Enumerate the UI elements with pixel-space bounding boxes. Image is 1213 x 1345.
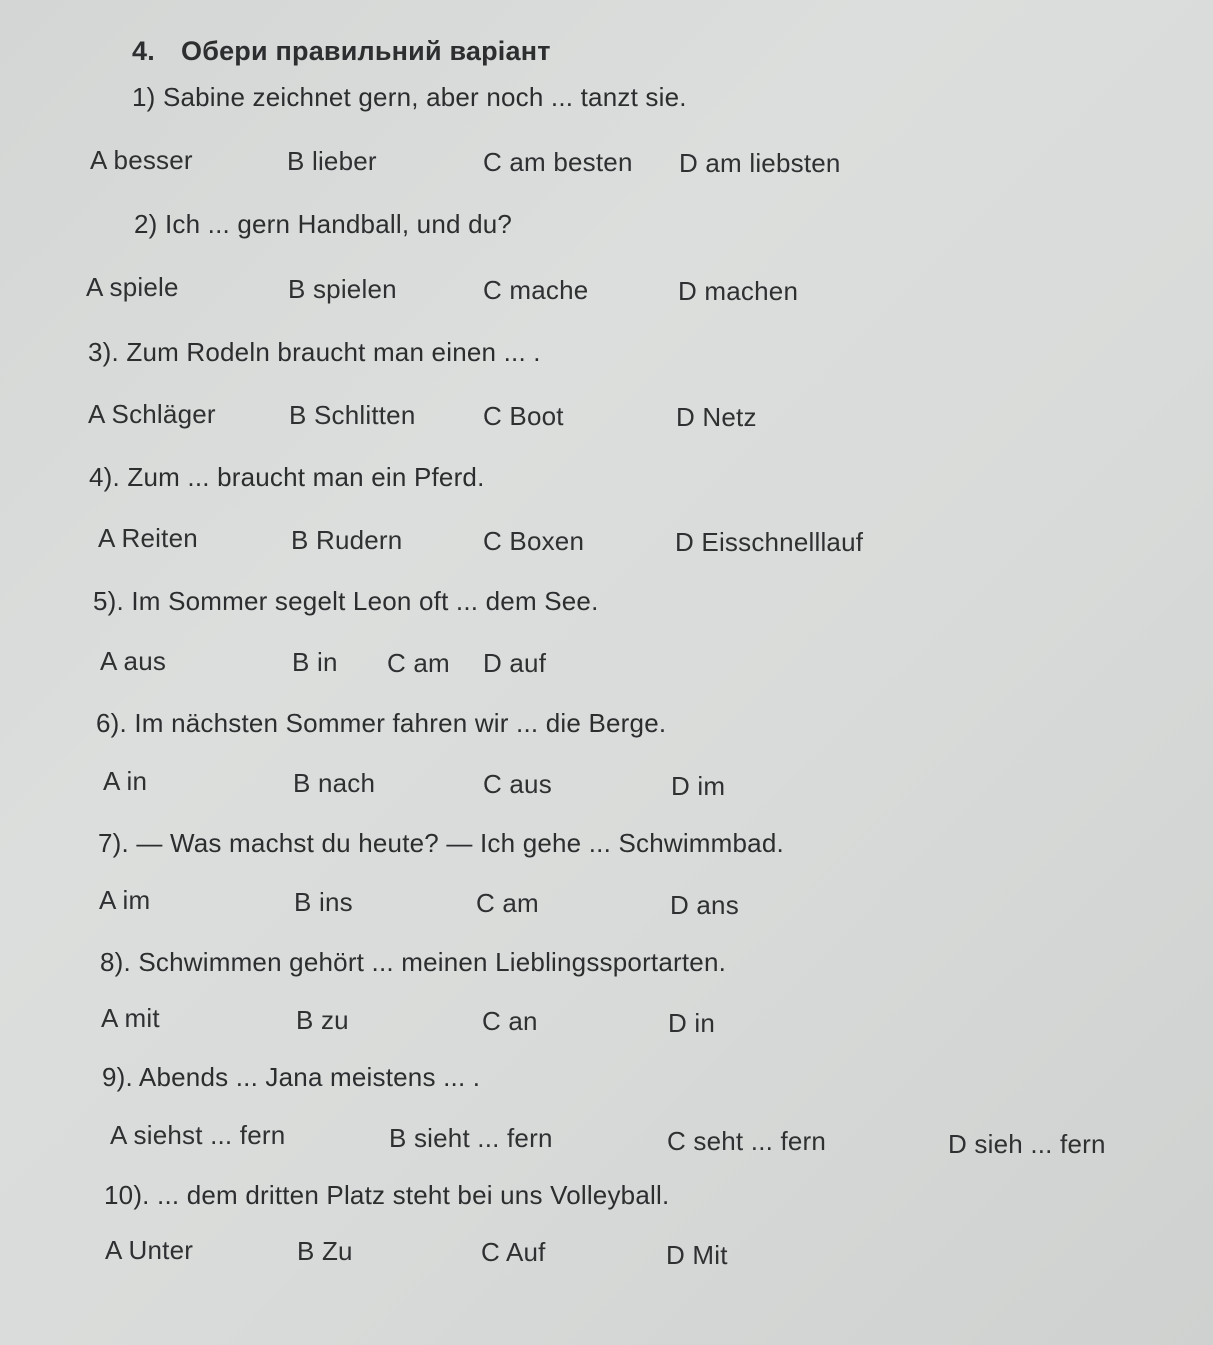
question-1-prompt: 1) Sabine zeichnet gern, aber noch ... tanzt sie. (132, 82, 687, 112)
question-7-option-c: C am (476, 888, 539, 918)
question-3-option-b: B Schlitten (289, 400, 416, 430)
question-6-option-c: C aus (483, 769, 552, 799)
question-5-option-c: C am (387, 648, 450, 678)
question-4-prompt: 4). Zum ... braucht man ein Pferd. (89, 462, 485, 492)
question-2-option-d: D machen (678, 276, 799, 306)
question-4-option-c: C Boxen (483, 526, 585, 556)
question-1-option-a: A besser (90, 145, 193, 175)
question-6-option-a: A in (103, 766, 148, 796)
question-9-prompt: 9). Abends ... Jana meistens ... . (102, 1062, 481, 1092)
question-1-option-d: D am liebsten (679, 148, 841, 178)
question-10-option-d: D Mit (666, 1240, 728, 1270)
question-10-option-a: A Unter (105, 1235, 194, 1265)
question-2-prompt: 2) Ich ... gern Handball, und du? (134, 209, 513, 239)
question-2-option-a: A spiele (86, 272, 179, 302)
question-9-option-d: D sieh ... fern (948, 1129, 1106, 1159)
question-1-option-b: B lieber (287, 146, 377, 176)
question-9-option-b: B sieht ... fern (389, 1123, 553, 1153)
question-7-prompt: 7). — Was machst du heute? — Ich gehe ... Schwimmbad. (98, 828, 784, 858)
question-8-option-b: B zu (296, 1005, 349, 1035)
question-8-option-a: A mit (101, 1003, 160, 1033)
exercise-number: 4. (132, 36, 155, 66)
question-10-prompt: 10). ... dem dritten Platz steht bei uns Volleyball. (104, 1180, 670, 1210)
question-6-option-b: B nach (293, 768, 376, 798)
question-7-option-a: A im (99, 885, 151, 915)
question-8-prompt: 8). Schwimmen gehört ... meinen Lieblingssportarten. (100, 947, 727, 977)
question-9-option-a: A siehst ... fern (110, 1120, 286, 1150)
question-6-prompt: 6). Im nächsten Sommer fahren wir ... die Berge. (96, 708, 667, 738)
question-8-option-d: D in (668, 1008, 716, 1038)
question-4-option-d: D Eisschnelllauf (675, 527, 864, 557)
question-4-option-a: A Reiten (98, 523, 198, 553)
question-7-option-b: B ins (294, 887, 353, 917)
question-3-option-a: A Schläger (88, 399, 216, 429)
question-3-prompt: 3). Zum Rodeln braucht man einen ... . (88, 337, 541, 367)
exercise-title: Обери правильний варіант (181, 36, 551, 66)
question-2-option-b: B spielen (288, 274, 397, 304)
question-5-option-b: B in (292, 647, 338, 677)
question-3-option-d: D Netz (676, 402, 757, 432)
question-9-option-c: C seht ... fern (667, 1126, 827, 1156)
question-5-prompt: 5). Im Sommer segelt Leon oft ... dem See. (93, 586, 599, 616)
question-10-option-b: B Zu (297, 1236, 353, 1266)
question-2-option-c: C mache (483, 275, 589, 305)
question-10-option-c: C Auf (481, 1237, 546, 1267)
question-8-option-c: C an (482, 1006, 538, 1036)
question-4-option-b: B Rudern (291, 525, 403, 555)
question-5-option-d: D auf (483, 648, 547, 678)
question-7-option-d: D ans (670, 890, 739, 920)
question-6-option-d: D im (671, 771, 726, 801)
question-1-option-c: C am besten (483, 147, 633, 177)
question-3-option-c: C Boot (483, 401, 564, 431)
question-5-option-a: A aus (100, 646, 167, 676)
